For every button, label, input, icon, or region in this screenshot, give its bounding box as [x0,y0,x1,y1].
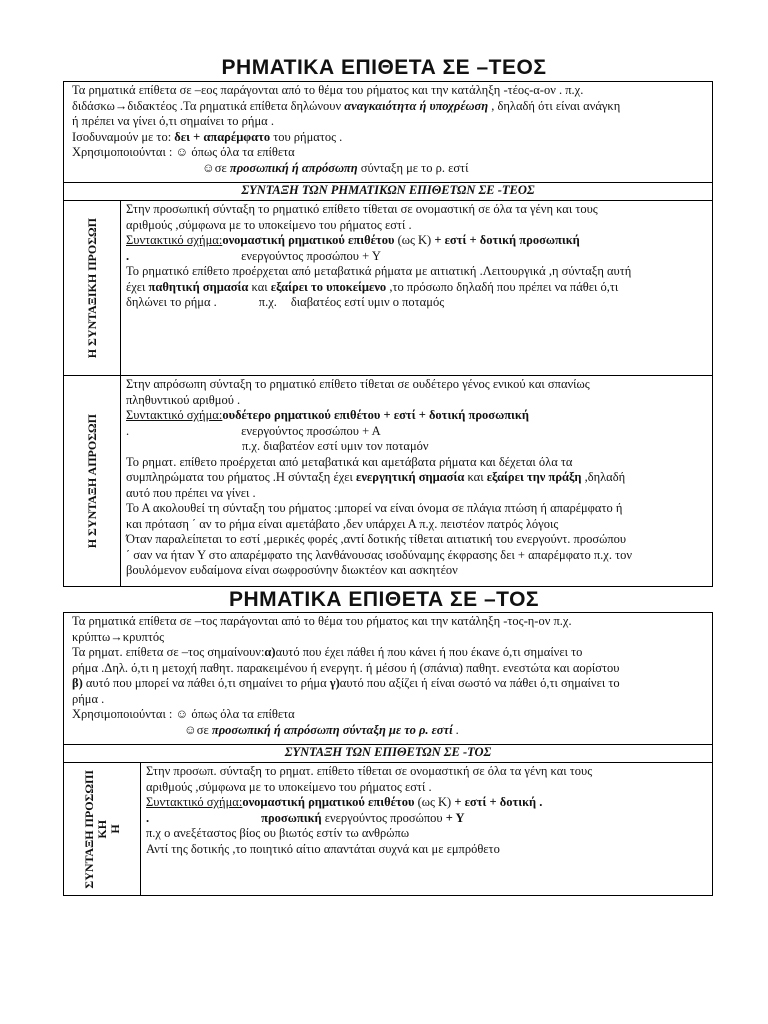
text-line: Συντακτικό σχήμα:ουδέτερο ρηματικού επιθέτου + εστί + δοτική προσωπική [126,408,529,422]
intro-line: Χρησιμοποιούνται : ☺ όπως όλα τα επίθετα [72,145,295,159]
intro-line: Τα ρηματ. επίθετα σε –τος σημαίνουν:α)αυτό που έχει πάθει ή που κάνει ή που έκανε ό,τι σημαίνει το [72,645,583,659]
intro-line: ή πρέπει να γίνει ό,τι σημαίνει το ρήμα . [72,114,274,128]
section1-personal-side-label [63,200,121,376]
section1-impersonal-cell [120,375,713,587]
text-line: αριθμούς ,σύμφωνα με το υποκείμενο του ρήματος εστί . [126,217,412,232]
text-line: δηλώνει το ρήμα . π.χ. διαβατέος εστί υμιν ο ποταμός [126,295,445,309]
text-line: έχει παθητική σημασία και εξαίρει το υποκείμενο ,το πρόσωπο δηλαδή που πρέπει να πάθει ό,τι [126,279,619,294]
intro-line: ☺σε προσωπική ή απρόσωπη σύνταξη με το ρ. εστί . [184,722,459,737]
intro-line: ρήμα . [72,691,105,706]
intro-line: β) αυτό που μπορεί να πάθει ό,τι σημαίνει το ρήμα γ)αυτό που αξίζει ή είναι σωστό να πάθει ό,τι σημαίνει το [72,676,620,690]
section2-personal-cell [140,762,713,896]
side-label-text: ΣΥΝΤΑΞΗ ΠΡΟΣΩΠΙ ΚΗ Η [81,769,122,889]
text-line: συμπληρώματα του ρήματος .Η σύνταξη έχει ενεργητική σημασία και εξαίρει την πράξη ,δηλαδή [126,470,626,484]
text-line: πληθυντικού αριθμού . [126,392,241,407]
text-line: . προσωπική ενεργούντος προσώπου + Υ [146,810,465,825]
intro-line: Ισοδυναμούν με το: δει + απαρέμφατο του ρήματος . [72,129,343,144]
section2-title: ΡΗΜΑΤΙΚΑ ΕΠΙΘΕΤΑ ΣΕ –ΤΟΣ [228,588,540,611]
section1-syntax-header: ΣΥΝΤΑΞΗ ΤΩΝ ΡΗΜΑΤΙΚΩΝ ΕΠΙΘΕΤΩΝ ΣΕ -ΤΕΟΣ [63,182,713,201]
text-line: . ενεργούντος προσώπου + Α [126,423,381,438]
section2-intro-box [63,612,713,745]
intro-line: Τα ρηματικά επίθετα σε –εος παράγονται από το θέμα του ρήματος και την κατάληξη -τέος-α-ον . π.χ. [72,83,584,97]
side-label-text: Η ΣΥΝΤΑΞΙΚΗ ΠΡΟΣΩΠ [84,217,99,359]
text-line: π.χ ο ανεξέταστος βίος ου βιωτός εστίν τω ανθρώπω [146,826,410,840]
text-line: Στην προσωπ. σύνταξη το ρηματ. επίθετο τίθεται σε ονομαστική σε όλα τα γένη και τους [146,764,593,778]
text-line: αυτό που πρέπει να γίνει . [126,485,256,500]
intro-line: Χρησιμοποιούνται : ☺ όπως όλα τα επίθετα [72,707,295,721]
text-line: Το ρηματ. επίθετο προέρχεται από μεταβατικά και αμετάβατα ρήματα και δέχεται όλα τα [126,454,573,469]
section2-syntax-header: ΣΥΝΤΑΞΗ ΤΩΝ ΕΠΙΘΕΤΩΝ ΣΕ -ΤΟΣ [63,744,713,763]
text-line: και πρόταση ΄ αν το ρήμα είναι αμετάβατο ,δεν υπάρχει Α π.χ. πειστέον πατρός λόγοις [126,516,559,531]
text-line: Το Α ακολουθεί τη σύνταξη του ρήματος :μπορεί να είναι όνομα σε πλάγια πτώση ή απαρέμφατο ή [126,501,623,515]
text-line: Όταν παραλείπεται το εστί ,μερικές φορές ,αντί δοτικής τίθεται αιτιατική του ενεργούντ. προσώπου [126,532,627,546]
text-line: Αντί της δοτικής ,το ποιητικό αίτιο απαντάται συχνά και με εμπρόθετο [146,841,500,856]
text-line: Το ρηματικό επίθετο προέρχεται από μεταβατικά ρήματα με αιτιατική .Λειτουργικά ,η σύνταξη αυτή [126,264,632,278]
intro-line: διδάσκω→διδακτέος .Τα ρηματικά επίθετα δηλώνουν αναγκαιότητα ή υποχρέωση , δηλαδή ότι είναι ανάγκη [72,98,621,113]
intro-line: ρήμα .Δηλ. ό,τι η μετοχή παθητ. παρακειμένου ή ενεργητ. ή μέσου ή (σπάνια) παθητ. ενεστώτα και αορίστου [72,660,620,675]
text-line: Συντακτικό σχήμα:ονομαστική ρηματικού επιθέτου (ως Κ) + εστί + δοτική . [146,795,543,809]
text-line: . ενεργούντος προσώπου + Υ [126,248,381,263]
section2-personal-side-label [63,762,141,896]
text-line: π.χ. διαβατέον εστί υμιν τον ποταμόν [242,439,429,453]
section1-impersonal-side-label [63,375,121,587]
section1-title: ΡΗΜΑΤΙΚΑ ΕΠΙΘΕΤΑ ΣΕ –ΤΕΟΣ [221,56,547,79]
section1-personal-cell [120,200,713,376]
intro-line: Τα ρηματικά επίθετα σε –τος παράγονται από το θέμα του ρήματος και την κατάληξη -τος-η-ον π.χ. [72,614,572,628]
text-line: αριθμούς ,σύμφωνα με το υποκείμενο του ρήματος εστί . [146,779,432,794]
intro-line: κρύπτω→κρυπτός [72,629,165,644]
text-line: Στην προσωπική σύνταξη το ρηματικό επίθετο τίθεται σε ονομαστική σε όλα τα γένη και τους [126,202,598,216]
intro-line: ☺σε προσωπική ή απρόσωπη σύνταξη με το ρ. εστί [202,160,469,175]
text-line: ΄ σαν να ήταν Υ στο απαρέμφατο της λανθάνουσας ισοδύναμης έκφρασης δει + απαρέμφατο π.χ. τον [126,547,633,562]
text-line: βουλόμενον ευδαίμονα είναι σωφροσύνην διωκτέον και ασκητέον [126,563,458,577]
section1-intro-box [63,81,713,183]
text-line: Στην απρόσωπη σύνταξη το ρηματικό επίθετο τίθεται σε ουδέτερο γένος ενικού και σπανίως [126,377,590,391]
text-line: Συντακτικό σχήμα:ονομαστική ρηματικού επιθέτου (ως Κ) + εστί + δοτική προσωπική [126,233,580,247]
side-label-text: Η ΣΥΝΤΑΞΗ ΑΠΡΟΣΩΠ [84,413,99,549]
